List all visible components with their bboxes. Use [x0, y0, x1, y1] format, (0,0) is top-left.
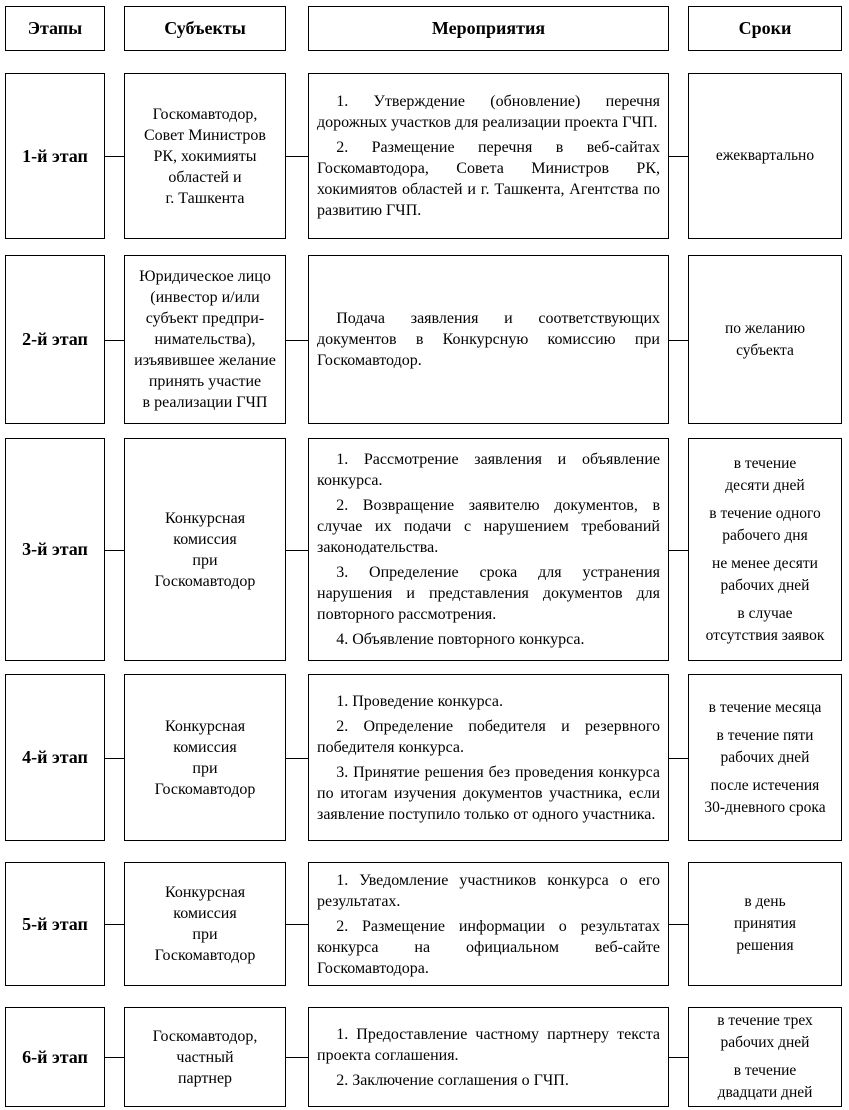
subject-box-5: [124, 862, 286, 986]
term-item: в течение пяти рабочих дней: [716, 726, 814, 766]
subject-box-6: [124, 1007, 286, 1107]
stage-box-2: [5, 255, 105, 424]
term-item: не менее десяти рабочих дней: [712, 554, 818, 594]
stage-box-4: [5, 674, 105, 841]
activities-box-2: [308, 255, 669, 424]
stage-box-1: [5, 73, 105, 239]
activities-box-6: [308, 1007, 669, 1107]
terms-box-3: [688, 438, 842, 661]
subject-box-1: [124, 73, 286, 239]
stage-label: 3-й этап: [22, 539, 88, 559]
subject-text: Конкурсная комиссия при Госкомавтодор: [154, 717, 256, 798]
header-activities-label: Мероприятия: [431, 18, 546, 38]
connector-line: [286, 1057, 308, 1058]
activity-item: 4. Объявление повторного конкурса.: [336, 631, 585, 648]
connector-line: [669, 340, 688, 341]
header-subjects-label: Субъекты: [164, 18, 246, 38]
stage-label: 5-й этап: [22, 913, 88, 934]
activity-item: 2. Возвращение заявителю документов, в случае их подачи с нарушением требований законодательства.: [317, 497, 660, 556]
stage-label: 1-й этап: [22, 145, 88, 166]
header-activities: [308, 6, 669, 51]
connector-line: [105, 1057, 124, 1058]
stage-box-6: [5, 1007, 105, 1107]
activity-item: 1. Утверждение (обновление) перечня дорожных участков для реализации проекта ГЧП.: [317, 93, 660, 131]
activity-item: Подача заявления и соответствующих документов в Конкурсную комиссию при Госкомавтодор.: [317, 310, 660, 369]
subject-text: Госкомавтодор, Совет Министров РК, хокимияты областей и г. Ташкента: [144, 105, 266, 207]
activity-item: 1. Уведомление участников конкурса о его результатах.: [317, 871, 660, 910]
term-item: в течение трех рабочих дней: [717, 1012, 813, 1051]
term-item: в течение десяти дней: [725, 454, 805, 494]
terms-box-4: [688, 674, 842, 841]
activities-box-1: [308, 73, 669, 239]
activity-item: 2. Размещение перечня в веб-сайтах Госкомавтодора, Совета Министров РК, хокимиятов областей и г. Ташкента, Агентства по развитию ГЧП.: [317, 139, 660, 219]
connector-line: [669, 1057, 688, 1058]
activity-item: 2. Размещение информации о результатах конкурса на официальном веб-сайте Госкомавтодора.: [317, 917, 660, 977]
term-item: в течение месяца: [708, 698, 822, 716]
activity-item: 3. Определение срока для устранения нарушения и представления документов для повторного рассмотрения.: [317, 564, 660, 623]
connector-line: [105, 924, 124, 925]
terms-box-6: [688, 1007, 842, 1107]
connector-line: [669, 758, 688, 759]
activity-item: 1. Проведение конкурса.: [336, 692, 504, 710]
header-stages-label: Этапы: [27, 18, 83, 38]
subject-text: Юридическое лицо (инвестор и/или субъект предпри- нимательства), изъявившее желание принять участие в реализации ГЧП: [134, 268, 276, 411]
activity-item: 3. Принятие решения без проведения конкурса по итогам изучения документов участника, если заявление поступило только от одного участника.: [317, 763, 660, 823]
connector-line: [105, 758, 124, 759]
stage-box-5: [5, 862, 105, 986]
connector-line: [286, 156, 308, 157]
term-item: после истечения 30-дневного срока: [704, 776, 826, 816]
term-item: в течение двадцати дней: [717, 1062, 813, 1101]
stage-label: 6-й этап: [22, 1046, 88, 1067]
connector-line: [105, 340, 124, 341]
subject-box-2: [124, 255, 286, 424]
header-stages: [5, 6, 105, 51]
terms-box-2: [688, 255, 842, 424]
terms-box-1: [688, 73, 842, 239]
subject-text: Конкурсная комиссия при Госкомавтодор: [154, 884, 256, 964]
connector-line: [286, 924, 308, 925]
activities-box-3: [308, 438, 669, 661]
activities-box-4: [308, 674, 669, 841]
stage-label: 2-й этап: [22, 329, 88, 349]
connector-line: [286, 550, 308, 551]
subject-text: Конкурсная комиссия при Госкомавтодор: [154, 509, 256, 590]
stage-box-3: [5, 438, 105, 661]
term-item: в течение одного рабочего дня: [709, 504, 821, 544]
term-item: в случае отсутствия заявок: [705, 604, 825, 644]
connector-line: [669, 550, 688, 551]
header-terms: [688, 6, 842, 51]
connector-line: [669, 156, 688, 157]
header-subjects: [124, 6, 286, 51]
activities-box-5: [308, 862, 669, 986]
connector-line: [669, 924, 688, 925]
subject-box-4: [124, 674, 286, 841]
activity-item: 1. Предоставление частному партнеру текста проекта соглашения.: [317, 1025, 660, 1064]
subject-text: Госкомавтодор, частный партнер: [152, 1027, 258, 1087]
term-item: в день принятия решения: [734, 893, 796, 954]
terms-box-5: [688, 862, 842, 986]
connector-line: [105, 550, 124, 551]
term-item: по желанию субъекта: [724, 319, 806, 359]
connector-line: [286, 340, 308, 341]
activity-item: 2. Определение победителя и резервного победителя конкурса.: [317, 717, 660, 756]
stage-label: 4-й этап: [22, 747, 88, 767]
header-terms-label: Сроки: [738, 18, 792, 38]
activity-item: 1. Рассмотрение заявления и объявление конкурса.: [317, 451, 660, 489]
term-item: ежеквартально: [715, 147, 815, 164]
connector-line: [105, 156, 124, 157]
connector-line: [286, 758, 308, 759]
activity-item: 2. Заключение соглашения о ГЧП.: [336, 1071, 569, 1089]
subject-box-3: [124, 438, 286, 661]
